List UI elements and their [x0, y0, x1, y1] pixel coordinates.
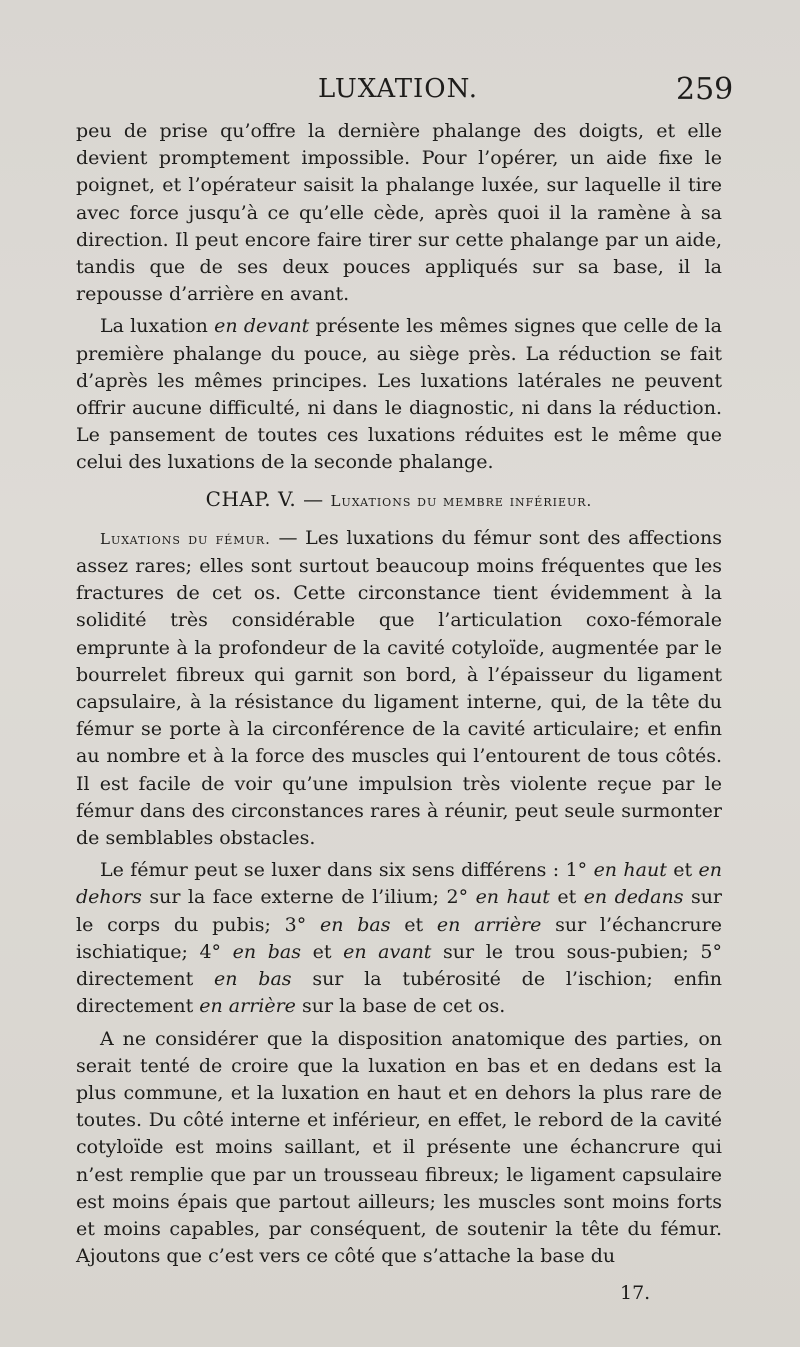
italic-term: en bas: [232, 940, 301, 963]
italic-term: en avant: [343, 940, 432, 963]
chapter-title: Luxations du membre inférieur.: [330, 491, 593, 510]
paragraph-text: La luxation: [100, 315, 215, 338]
paragraph-text: — Les luxations du fémur sont des affections assez rares; elles sont surtout beaucoup moins fréquentes que les fractures de cet os. Cette circonstance tient évidemment à la solidité très considérable que l’articulation coxo-fémorale emprunte à la profondeur de la cavité cotyloïde, augmentée par le bourrelet fibreux qui garnit son bord, à l’épaisseur du ligament capsulaire, à la résistance du ligament interne, qui, de la tête du fémur se porte à la circonférence de la cavité articulaire; et enfin au nombre et à la force des muscles qui l’entourent de tous côtés. Il est facile de voir qu’une impulsion très violente reçue par le fémur dans des circonstances rares à réunir, peut seule surmonter de semblables obstacles.: [76, 526, 722, 850]
italic-term: en arrière: [199, 995, 296, 1018]
paragraph-text: Le fémur peut se luxer dans six sens différens : 1°: [100, 859, 594, 882]
italic-term: en haut: [593, 859, 667, 882]
paragraph-text: sur la tubérosité de l’ischion; enfin directement: [76, 968, 722, 1018]
paragraph-text: et: [549, 886, 584, 909]
paragraph-text: sur la face externe de l’ilium; 2°: [141, 886, 476, 909]
section-title: Luxations du fémur.: [100, 529, 271, 548]
italic-term: en devant: [214, 315, 310, 338]
body-text: [76, 118, 722, 1270]
signature-mark: 17.: [620, 1282, 651, 1304]
paragraph-luxation-en-devant: [76, 313, 722, 476]
paragraph-luxations-du-femur: [76, 525, 722, 852]
paragraph-text: sur la base de cet os.: [295, 995, 506, 1018]
chapter-number: CHAP. V. —: [205, 486, 331, 511]
page-number: 259: [676, 72, 734, 107]
italic-term: en haut: [475, 886, 550, 909]
paragraph-text: et: [666, 859, 699, 882]
chapter-heading: [76, 486, 722, 515]
paragraph-text: présente les mêmes signes que celle de la première phalange du pouce, au siège près. La réduction se fait d’après les mêmes principes. Les luxations latérales ne peuvent offrir aucune difficulté, ni dans le diagnostic, ni dans la réduction. Le pansement de toutes ces luxations réduites est le même que celui des luxations de la seconde phalange.: [76, 315, 722, 474]
paragraph-text: sur le corps du pubis; 3°: [76, 886, 723, 936]
paragraph-text: et: [301, 940, 344, 963]
paragraph-continuation: peu de prise qu’offre la dernière phalange des doigts, et elle devient promptement impossible. Pour l’opérer, un aide fixe le poignet, et l’opérateur saisit la phalange luxée, sur laquelle il tire avec force jusqu’à ce qu’elle cède, après quoi il la ramène à sa direction. Il peut encore faire tirer sur cette phalange par un aide, tandis que de ses deux pouces appliqués sur sa base, il la repousse d’arrière en avant.: [76, 120, 722, 306]
paragraph-disposition-anatomique: A ne considérer que la disposition anatomique des parties, on serait tenté de croire que la luxation en bas et en dedans est la plus commune, et la luxation en haut et en dehors la plus rare de toutes. Du côté interne et inférieur, en effet, le rebord de la cavité cotyloïde est moins saillant, et il présente une échancrure qui n’est remplie que par un trousseau fibreux; le ligament capsulaire est moins épais que partout ailleurs; les muscles sont moins forts et moins capables, par conséquent, de soutenir la tête du fémur. Ajoutons que c’est vers ce côté que s’attache la base du: [76, 1027, 722, 1268]
paragraph-six-sens: [76, 857, 722, 1020]
running-title: LUXATION.: [318, 74, 478, 104]
paragraph-text: et: [390, 913, 437, 936]
italic-term: en dedans: [583, 886, 684, 909]
italic-term: en arrière: [436, 913, 542, 936]
italic-term: en dehors: [76, 859, 722, 909]
italic-term: en bas: [214, 968, 292, 991]
paragraph-text: sur le trou sous-pubien; 5° directement: [76, 940, 722, 991]
page-header: [0, 72, 800, 108]
italic-term: en bas: [320, 913, 391, 936]
paragraph-text: sur l’échancrure ischiatique; 4°: [76, 913, 723, 963]
